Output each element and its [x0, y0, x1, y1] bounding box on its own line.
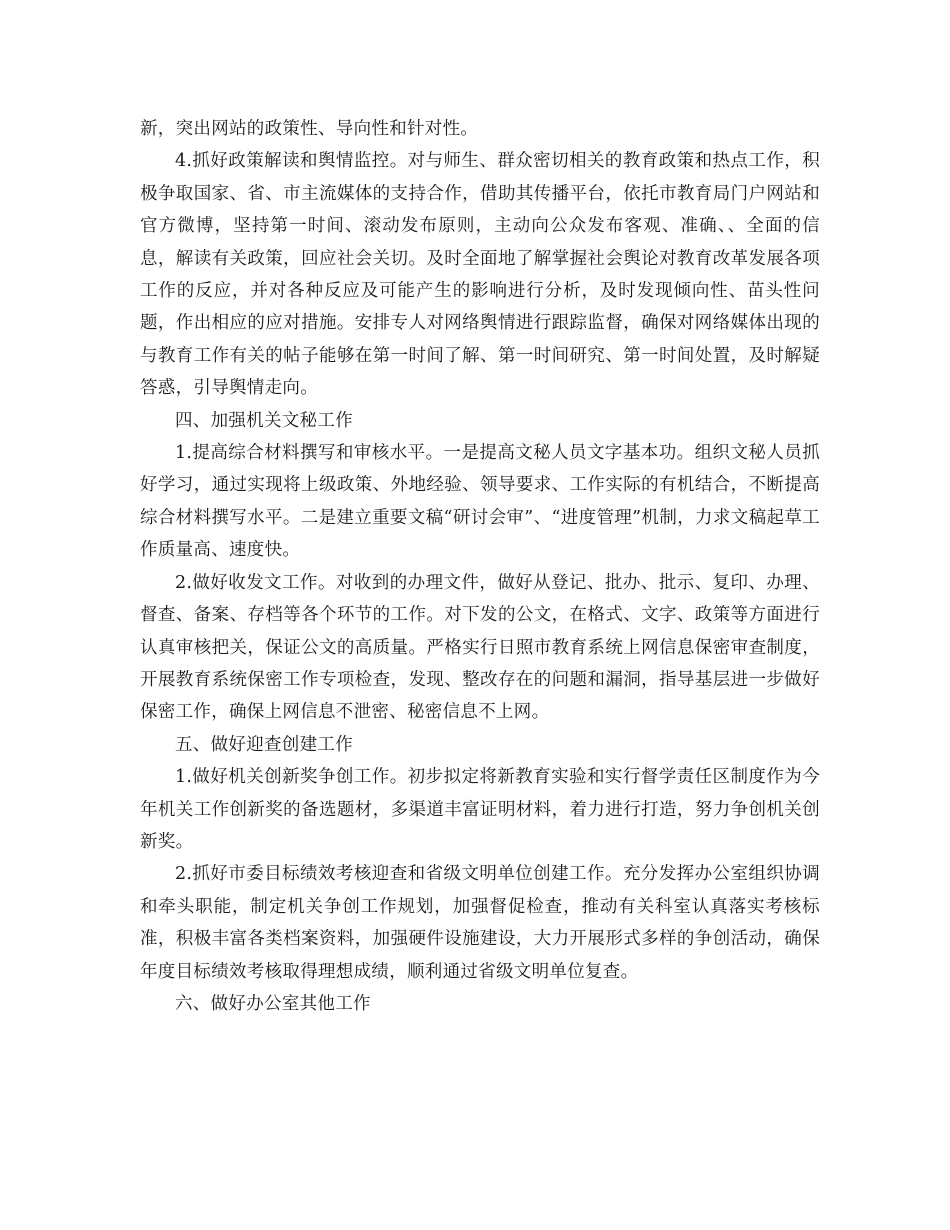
section-heading-6: 六、做好办公室其他工作: [175, 993, 371, 1014]
section-heading-5: 五、做好迎查创建工作: [175, 734, 353, 755]
paragraph-policy-interpretation: 4.抓好政策解读和舆情监控。对与师生、群众密切相关的教育政策和热点工作，积极争取国家、省、市主流媒体的支持合作，借助其传播平台，依托市教育局门户网站和官方微博，坚持第一时间、滚动发布原则，主动向公众发布客观、准确、、全面的信息，解读有关政策，回应社会关切。及时全面地了解掌握社会舆论对教育改革发展各项工作的反应，并对各种反应及可能产生的影响进行分析，及时发现倾向性、苗头性问题，作出相应的应对措施。安排专人对网络舆情进行跟踪监督，确保对网络媒体出现的与教育工作有关的帖子能够在第一时间了解、第一时间研究、第一时间处置，及时解疑答惑，引导舆情走向。: [140, 151, 820, 399]
paragraph-continuation: 新，突出网站的政策性、导向性和针对性。: [140, 119, 479, 139]
document-body: [140, 113, 820, 1020]
paragraph-innovation-award: 1.做好机关创新奖争创工作。初步拟定将新教育实验和实行督学责任区制度作为今年机关工作创新奖的备选题材，多渠道丰富证明材料，着力进行打造，努力争创机关创新奖。: [140, 767, 820, 852]
section-heading-4: 四、加强机关文秘工作: [175, 410, 353, 431]
paragraph-document-handling: 2.做好收发文工作。对收到的办理文件，做好从登记、批办、批示、复印、办理、督查、备案、存档等各个环节的工作。对下发的公文，在格式、文字、政策等方面进行认真审核把关，保证公文的高质量。严格实行日照市教育系统上网信息保密审查制度，开展教育系统保密工作专项检查，发现、整改存在的问题和漏洞，指导基层进一步做好保密工作，确保上网信息不泄密、秘密信息不上网。: [140, 572, 820, 723]
paragraph-material-writing: 1.提高综合材料撰写和审核水平。一是提高文秘人员文字基本功。组织文秘人员抓好学习，通过实现将上级政策、外地经验、领导要求、工作实际的有机结合，不断提高综合材料撰写水平。二是建立重要文稿“研讨会审”、“进度管理”机制，力求文稿起草工作质量高、速度快。: [140, 443, 820, 561]
paragraph-performance-assessment: 2.抓好市委目标绩效考核迎查和省级文明单位创建工作。充分发挥办公室组织协调和牵头职能，制定机关争创工作规划，加强督促检查，推动有关科室认真落实考核标准，积极丰富各类档案资料，加强硬件设施建设，大力开展形式多样的争创活动，确保年度目标绩效考核取得理想成绩，顺利通过省级文明单位复查。: [140, 864, 820, 982]
